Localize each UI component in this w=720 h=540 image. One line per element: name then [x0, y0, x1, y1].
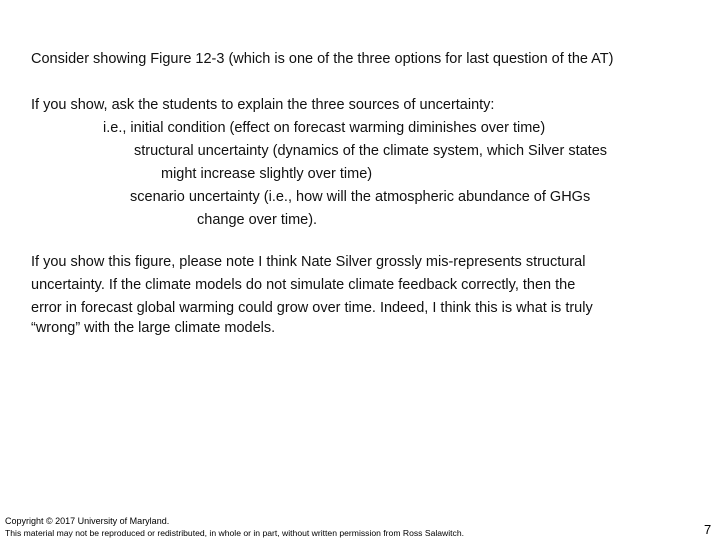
initial-condition-item: i.e., initial condition (effect on forecast warming diminishes over time)	[103, 120, 546, 136]
structural-uncertainty-continuation: might increase slightly over time)	[161, 166, 373, 182]
prompt-text: If you show, ask the students to explain the three sources of uncertainty:	[31, 97, 495, 113]
copyright-text: Copyright © 2017 University of Maryland.	[5, 516, 170, 526]
scenario-uncertainty-item: scenario uncertainty (i.e., how will the atmospheric abundance of GHGs	[130, 189, 591, 205]
note-line-4: “wrong” with the large climate models.	[31, 320, 276, 336]
note-line-2: uncertainty. If the climate models do not simulate climate feedback correctly, then the	[31, 277, 576, 293]
page-number: 7	[704, 522, 712, 537]
scenario-uncertainty-continuation: change over time).	[197, 212, 318, 228]
permission-notice: This material may not be reproduced or redistributed, in whole or in part, without written permission from Ross Salawitch.	[5, 528, 465, 538]
note-line-1: If you show this figure, please note I think Nate Silver grossly mis-represents structural	[31, 254, 586, 270]
note-line-3: error in forecast global warming could grow over time. Indeed, I think this is what is truly	[31, 300, 593, 316]
intro-text: Consider showing Figure 12-3 (which is one of the three options for last question of the AT)	[31, 51, 614, 67]
structural-uncertainty-item: structural uncertainty (dynamics of the climate system, which Silver states	[134, 143, 608, 159]
